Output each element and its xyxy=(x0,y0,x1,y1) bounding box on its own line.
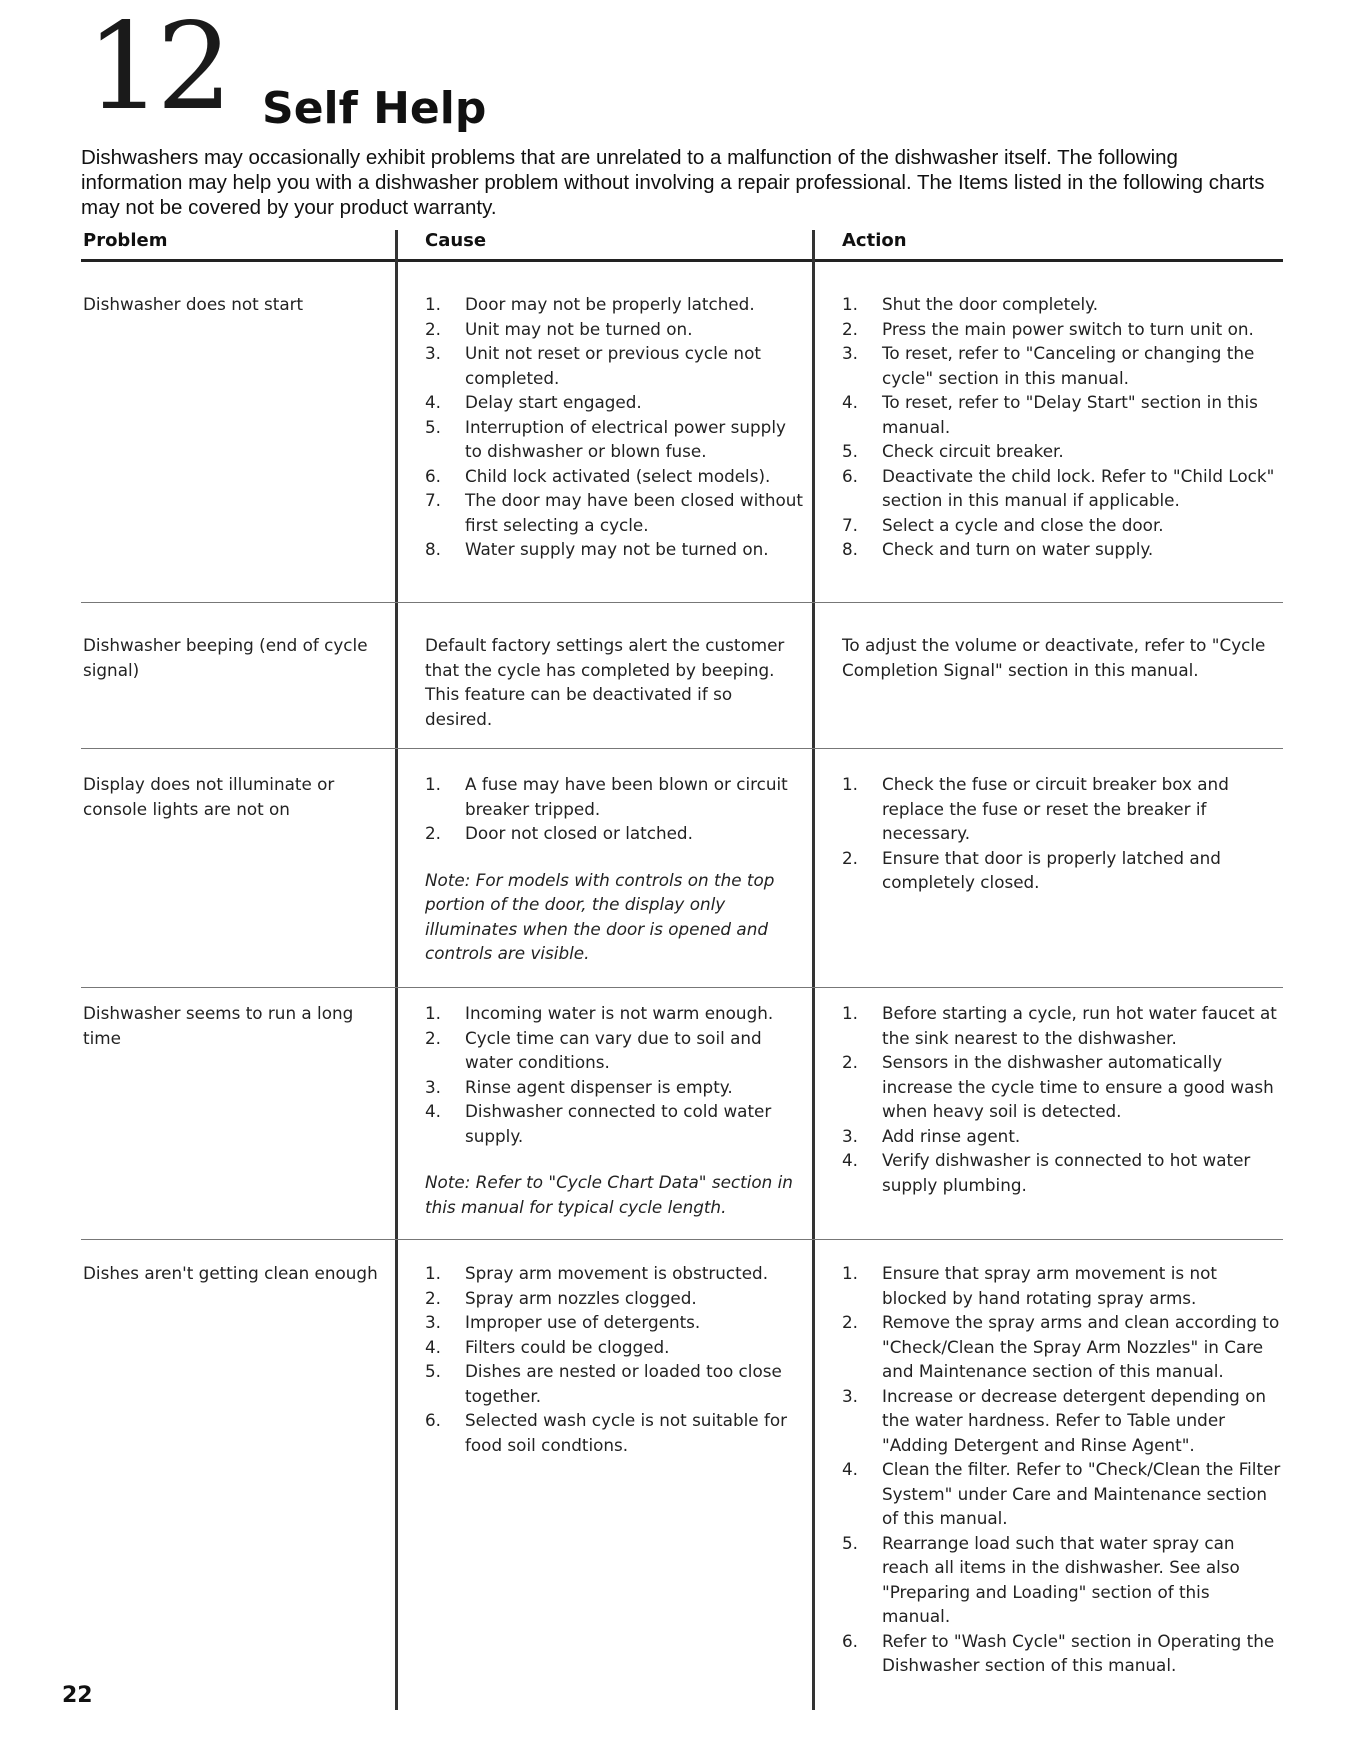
list-number: 1. xyxy=(842,1263,859,1283)
list-item xyxy=(425,772,803,821)
cause-list xyxy=(425,1001,803,1148)
intro-paragraph: Dishwashers may occasionally exhibit problems that are unrelated to a malfunction of the dishwasher itself. The following information may help you with a dishwasher problem without involving a repair professional. The Items listed in the following charts may not be covered by your product warranty. xyxy=(81,146,1265,219)
row-3-action xyxy=(842,772,1282,895)
list-item xyxy=(425,390,803,415)
column-divider-2 xyxy=(812,230,815,1710)
list-item xyxy=(425,1335,803,1360)
list-text: To reset, refer to "Delay Start" section in this manual. xyxy=(882,392,1258,437)
list-text: Shut the door completely. xyxy=(882,294,1099,314)
list-text: Child lock activated (select models). xyxy=(465,465,771,486)
list-number: 2. xyxy=(425,1287,442,1308)
list-number: 1. xyxy=(425,1003,442,1023)
header-action: Action xyxy=(842,230,907,251)
list-item xyxy=(425,537,803,562)
list-item xyxy=(842,341,1282,390)
list-number: 1. xyxy=(425,774,442,794)
list-item xyxy=(425,1075,803,1100)
list-number: 6. xyxy=(425,465,442,486)
list-number: 5. xyxy=(842,441,859,461)
list-number: 4. xyxy=(425,1336,442,1357)
list-text: Cycle time can vary due to soil and water conditions. xyxy=(465,1027,762,1072)
row-2-action: To adjust the volume or deactivate, refer to "Cycle Completion Signal" section in this manual. xyxy=(842,635,1266,680)
list-item xyxy=(425,1286,803,1311)
page-number: 22 xyxy=(62,1683,93,1708)
list-text: Clean the filter. Refer to "Check/Clean the Filter System" under Care and Maintenance section of this manual. xyxy=(882,1459,1281,1528)
list-number: 1. xyxy=(425,1263,442,1283)
list-number: 6. xyxy=(425,1410,442,1430)
list-number: 1. xyxy=(842,294,859,314)
list-text: Water supply may not be turned on. xyxy=(465,539,769,559)
action-list xyxy=(842,1261,1282,1678)
list-item xyxy=(842,537,1282,562)
list-number: 3. xyxy=(842,1125,859,1146)
list-item xyxy=(842,1261,1282,1310)
row-5-action xyxy=(842,1261,1282,1678)
list-text: Refer to "Wash Cycle" section in Operating the Dishwasher section of this manual. xyxy=(882,1630,1275,1675)
list-text: The door may have been closed without first selecting a cycle. xyxy=(465,490,803,535)
list-text: Interruption of electrical power supply to dishwasher or blown fuse. xyxy=(465,416,786,461)
list-item xyxy=(425,341,803,390)
list-item xyxy=(425,488,803,537)
list-text: Check circuit breaker. xyxy=(882,441,1064,461)
list-number: 3. xyxy=(842,343,859,363)
row-1-cause xyxy=(425,292,803,562)
list-item xyxy=(842,317,1282,342)
list-item xyxy=(425,317,803,342)
list-text: Door not closed or latched. xyxy=(465,823,693,843)
list-text: Rearrange load such that water spray can reach all items in the dishwasher. See also "Preparing and Loading" section of this manual. xyxy=(882,1532,1240,1626)
list-item xyxy=(425,1001,803,1026)
list-item xyxy=(842,1457,1282,1531)
action-list xyxy=(842,292,1282,562)
list-number: 1. xyxy=(842,774,859,794)
list-item xyxy=(425,1359,803,1408)
header-cause: Cause xyxy=(425,230,487,251)
cause-list xyxy=(425,292,803,562)
list-number: 8. xyxy=(425,539,442,559)
list-item xyxy=(842,292,1282,317)
row-divider xyxy=(81,1239,1283,1240)
list-item xyxy=(425,821,803,846)
list-item xyxy=(842,1384,1282,1458)
list-text: Improper use of detergents. xyxy=(465,1312,701,1332)
list-text: Add rinse agent. xyxy=(882,1125,1021,1146)
list-item xyxy=(425,464,803,489)
list-text: Filters could be clogged. xyxy=(465,1336,670,1357)
list-text: Unit may not be turned on. xyxy=(465,318,693,339)
list-item xyxy=(842,1050,1282,1124)
list-number: 2. xyxy=(842,1312,859,1332)
list-text: Unit not reset or previous cycle not completed. xyxy=(465,343,761,388)
list-text: Rinse agent dispenser is empty. xyxy=(465,1076,733,1097)
list-item xyxy=(842,390,1282,439)
list-text: Dishes are nested or loaded too close together. xyxy=(465,1361,782,1406)
list-number: 4. xyxy=(425,1101,442,1121)
list-number: 3. xyxy=(425,343,442,363)
cause-list xyxy=(425,772,803,846)
row-3-cause xyxy=(425,772,803,966)
list-item xyxy=(842,1001,1282,1050)
list-number: 6. xyxy=(842,1630,859,1651)
list-number: 2. xyxy=(842,318,859,339)
row-5-cause xyxy=(425,1261,803,1457)
list-item xyxy=(425,1261,803,1286)
list-text: A fuse may have been blown or circuit breaker tripped. xyxy=(465,774,788,819)
list-number: 8. xyxy=(842,539,859,559)
list-text: Sensors in the dishwasher automatically increase the cycle time to ensure a good wash when heavy soil is detected. xyxy=(882,1052,1274,1121)
list-number: 2. xyxy=(842,1052,859,1072)
list-number: 4. xyxy=(842,392,859,412)
column-divider-1 xyxy=(395,230,398,1710)
row-divider xyxy=(81,987,1283,988)
cause-note: Note: Refer to "Cycle Chart Data" section in this manual for typical cycle length. xyxy=(425,1172,793,1217)
list-number: 2. xyxy=(425,823,442,843)
list-text: Ensure that door is properly latched and completely closed. xyxy=(882,847,1221,892)
list-item xyxy=(842,439,1282,464)
list-number: 2. xyxy=(425,1027,442,1048)
list-text: Dishwasher connected to cold water supply. xyxy=(465,1101,772,1146)
row-4-action xyxy=(842,1001,1282,1197)
row-divider xyxy=(81,602,1283,603)
list-text: Select a cycle and close the door. xyxy=(882,514,1164,535)
list-item xyxy=(842,1124,1282,1149)
list-text: Selected wash cycle is not suitable for food soil condtions. xyxy=(465,1410,788,1455)
cause-note: Note: For models with controls on the top portion of the door, the display only illuminates when the door is opened and controls are visible. xyxy=(425,869,775,963)
list-number: 3. xyxy=(425,1312,442,1332)
list-item xyxy=(842,846,1282,895)
list-text: Check the fuse or circuit breaker box and replace the fuse or reset the breaker if necessary. xyxy=(882,774,1229,843)
list-text: Door may not be properly latched. xyxy=(465,294,755,314)
list-text: Check and turn on water supply. xyxy=(882,539,1154,559)
row-3-problem: Display does not illuminate or console lights are not on xyxy=(83,774,335,819)
list-item xyxy=(842,1148,1282,1197)
list-number: 7. xyxy=(425,490,442,510)
list-number: 2. xyxy=(842,847,859,868)
list-item xyxy=(425,1026,803,1075)
list-number: 5. xyxy=(425,1361,442,1381)
list-item xyxy=(425,415,803,464)
list-number: 3. xyxy=(842,1385,859,1406)
chapter-title: Self Help xyxy=(262,83,487,134)
list-text: Increase or decrease detergent depending on the water hardness. Refer to Table under "Adding Detergent and Rinse Agent". xyxy=(882,1385,1267,1455)
list-text: Delay start engaged. xyxy=(465,392,642,412)
row-divider xyxy=(81,748,1283,749)
list-item xyxy=(425,1310,803,1335)
row-4-problem: Dishwasher seems to run a long time xyxy=(83,1003,354,1048)
list-number: 5. xyxy=(425,416,442,437)
list-item xyxy=(842,1629,1282,1678)
list-text: Press the main power switch to turn unit on. xyxy=(882,318,1254,339)
list-text: Incoming water is not warm enough. xyxy=(465,1003,774,1023)
row-4-cause xyxy=(425,1001,803,1219)
list-item xyxy=(842,1310,1282,1384)
list-number: 1. xyxy=(425,294,442,314)
chapter-number: 12 xyxy=(86,0,227,137)
header-rule xyxy=(81,259,1283,262)
list-text: Verify dishwasher is connected to hot water supply plumbing. xyxy=(882,1150,1251,1195)
list-number: 2. xyxy=(425,318,442,339)
row-2-cause: Default factory settings alert the customer that the cycle has completed by beeping. This feature can be deactivated if so desired. xyxy=(425,635,785,729)
list-item xyxy=(842,772,1282,846)
list-number: 3. xyxy=(425,1076,442,1097)
list-item xyxy=(842,1531,1282,1629)
list-number: 1. xyxy=(842,1003,859,1023)
row-1-action xyxy=(842,292,1282,562)
action-list xyxy=(842,772,1282,895)
list-item xyxy=(425,1099,803,1148)
row-1-problem: Dishwasher does not start xyxy=(83,294,304,314)
cause-list xyxy=(425,1261,803,1457)
list-number: 4. xyxy=(842,1459,859,1479)
row-2-problem: Dishwasher beeping (end of cycle signal) xyxy=(83,635,368,680)
list-item xyxy=(842,464,1282,513)
list-number: 6. xyxy=(842,465,859,486)
list-item xyxy=(425,292,803,317)
header-problem: Problem xyxy=(83,230,168,251)
list-number: 7. xyxy=(842,514,859,535)
row-5-problem: Dishes aren't getting clean enough xyxy=(83,1263,378,1283)
list-text: Deactivate the child lock. Refer to "Child Lock" section in this manual if applicable. xyxy=(882,465,1275,510)
list-text: To reset, refer to "Canceling or changing the cycle" section in this manual. xyxy=(882,343,1255,388)
list-text: Ensure that spray arm movement is not blocked by hand rotating spray arms. xyxy=(882,1263,1217,1308)
list-text: Remove the spray arms and clean according to "Check/Clean the Spray Arm Nozzles" in Care and Maintenance section of this manual. xyxy=(882,1312,1280,1381)
list-item xyxy=(425,1408,803,1457)
list-number: 4. xyxy=(842,1150,859,1170)
list-text: Spray arm nozzles clogged. xyxy=(465,1287,697,1308)
list-text: Spray arm movement is obstructed. xyxy=(465,1263,769,1283)
list-item xyxy=(842,513,1282,538)
list-text: Before starting a cycle, run hot water faucet at the sink nearest to the dishwasher. xyxy=(882,1003,1277,1048)
action-list xyxy=(842,1001,1282,1197)
list-number: 5. xyxy=(842,1532,859,1553)
list-number: 4. xyxy=(425,392,442,412)
